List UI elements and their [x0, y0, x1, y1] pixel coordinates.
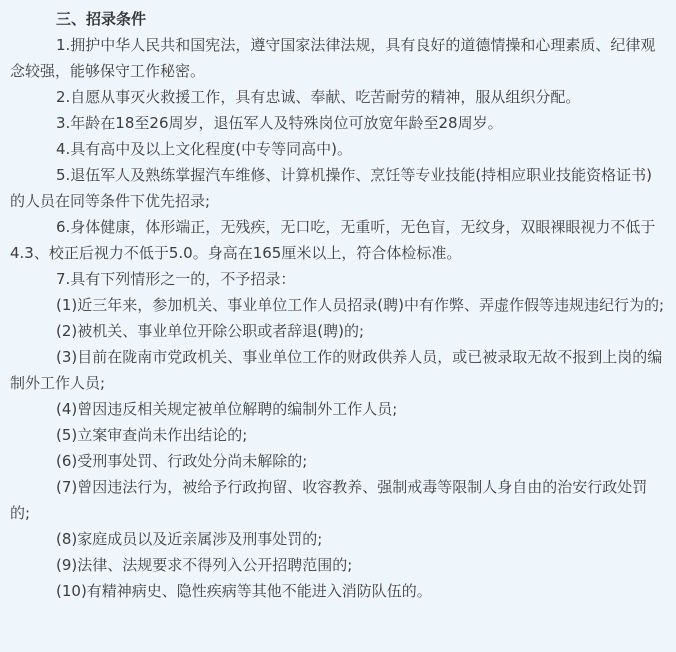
- condition-5: 5.退伍军人及熟练掌握汽车维修、计算机操作、烹饪等专业技能(持相应职业技能资格证书)的人员在同等条件下优先招录;: [10, 166, 653, 210]
- exclusion-10: (10)有精神病史、隐性疾病等其他不能进入消防队伍的。: [56, 582, 432, 600]
- exclusion-1: (1)近三年来，参加机关、事业单位工作人员招录(聘)中有作弊、弄虚作假等违规违纪行为的;: [56, 296, 665, 314]
- condition-1: 1.拥护中华人民共和国宪法，遵守国家法律法规，具有良好的道德情操和心理素质、纪律观念较强，能够保守工作秘密。: [10, 36, 656, 80]
- condition-6: 6.身体健康，体形端正，无残疾，无口吃，无重听，无色盲，无纹身，双眼裸眼视力不低于4.3、校正后视力不低于5.0。身高在165厘米以上，符合体检标准。: [10, 218, 656, 262]
- exclusion-3: (3)目前在陇南市党政机关、事业单位工作的财政供养人员，或已被录取无故不报到上岗的编制外工作人员;: [10, 348, 663, 392]
- condition-4: 4.具有高中及以上文化程度(中专等同高中)。: [56, 140, 353, 158]
- section-heading: 三、招录条件: [56, 10, 147, 28]
- exclusion-5: (5)立案审查尚未作出结论的;: [56, 426, 248, 444]
- exclusion-2: (2)被机关、事业单位开除公职或者辞退(聘)的;: [56, 322, 365, 340]
- exclusion-4: (4)曾因违反相关规定被单位解聘的编制外工作人员;: [56, 400, 398, 418]
- exclusion-8: (8)家庭成员以及近亲属涉及刑事处罚的;: [56, 530, 323, 548]
- exclusion-6: (6)受刑事处罚、行政处分尚未解除的;: [56, 452, 308, 470]
- exclusion-9: (9)法律、法规要求不得列入公开招聘范围的;: [56, 556, 353, 574]
- condition-3: 3.年龄在18至26周岁，退伍军人及特殊岗位可放宽年龄至28周岁。: [56, 114, 503, 132]
- condition-2: 2.自愿从事灭火救援工作，具有忠诚、奉献、吃苦耐劳的精神，服从组织分配。: [56, 88, 581, 106]
- condition-7: 7.具有下列情形之一的，不予招录：: [56, 270, 296, 288]
- exclusion-7: (7)曾因违法行为，被给予行政拘留、收容教养、强制戒毒等限制人身自由的治安行政处罚的;: [10, 478, 648, 522]
